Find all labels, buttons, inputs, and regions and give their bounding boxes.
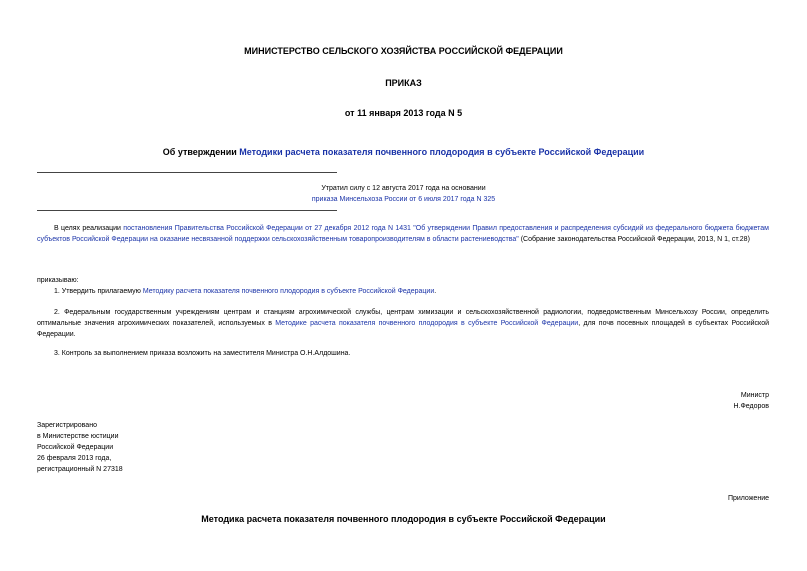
registration-block [37,420,123,475]
registration-line: Российской Федерации [37,444,114,451]
appendix-label: Приложение [727,495,769,502]
preamble-intro: В целях реализации [54,225,124,232]
item-2 [37,307,769,340]
preamble-paragraph [37,223,769,245]
status-repealed: Утратил силу с 12 августа 2017 года на основании [321,185,486,192]
item-2-prefix: 2. Федеральным государственным учреждениям центрам и станциям агрохимической службы, центрам химизации и сельскохозяйственной радиологии, подведомственным Минсельхозу России, определить оптимальные значения агрохимических показателей, используемых в [37,309,769,327]
divider-bottom [37,210,337,211]
signatory-name: Н.Федоров [733,403,769,410]
title-methodology-link[interactable]: Методики расчета показателя почвенного плодородия в субъекте Российской Федерации [239,147,645,157]
status-repeal-order-link[interactable]: приказа Минсельхоза России от 6 июля 2017 года N 325 [311,196,496,203]
document-type: ПРИКАЗ [385,78,422,88]
document-date-number: от 11 января 2013 года N 5 [344,108,463,118]
item-1-methodology-link[interactable]: Методику расчета показателя почвенного плодородия в субъекте Российской Федерации [142,288,435,295]
item-3: 3. Контроль за выполнением приказа возложить на заместителя Министра О.Н.Алдошина. [54,350,351,357]
item-1 [54,286,436,297]
item-1-suffix: . [434,288,437,295]
preamble-resolution-link[interactable]: постановления Правительства Российской Федерации от 27 декабря 2012 года N 1431 "Об утверждении Правил предоставления и распределения субсидий из федерального бюджета бюджетам субъектов Российской Федерации на оказание несвязанной поддержки сельскохозяйственным товаропроизводителям в области растениеводства" [37,225,769,243]
signatory-position: Министр [740,392,769,399]
appendix-title: Методика расчета показателя почвенного плодородия в субъекте Российской Федерации [201,514,606,524]
item-1-prefix: 1. Утвердить прилагаемую [54,288,143,295]
registration-line: Зарегистрировано [37,422,97,429]
registration-line: регистрационный N 27318 [37,466,123,473]
item-2-suffix: , для почв посевных площадей в субъектах Российской Федерации. [37,320,770,338]
document-title [0,147,807,157]
title-prefix: Об утверждении [162,147,240,157]
order-word: приказываю: [37,277,79,284]
item-2-methodology-link[interactable]: Методике расчета показателя почвенного плодородия в субъекте Российской Федерации [275,320,579,327]
registration-line: 26 февраля 2013 года, [37,455,112,462]
ministry-heading: МИНИСТЕРСТВО СЕЛЬСКОГО ХОЗЯЙСТВА РОССИЙСКОЙ ФЕДЕРАЦИИ [244,46,563,56]
registration-line: в Министерстве юстиции [37,433,119,440]
divider-top [37,172,337,173]
preamble-tail: (Собрание законодательства Российской Федерации, 2013, N 1, ст.28) [518,236,750,243]
